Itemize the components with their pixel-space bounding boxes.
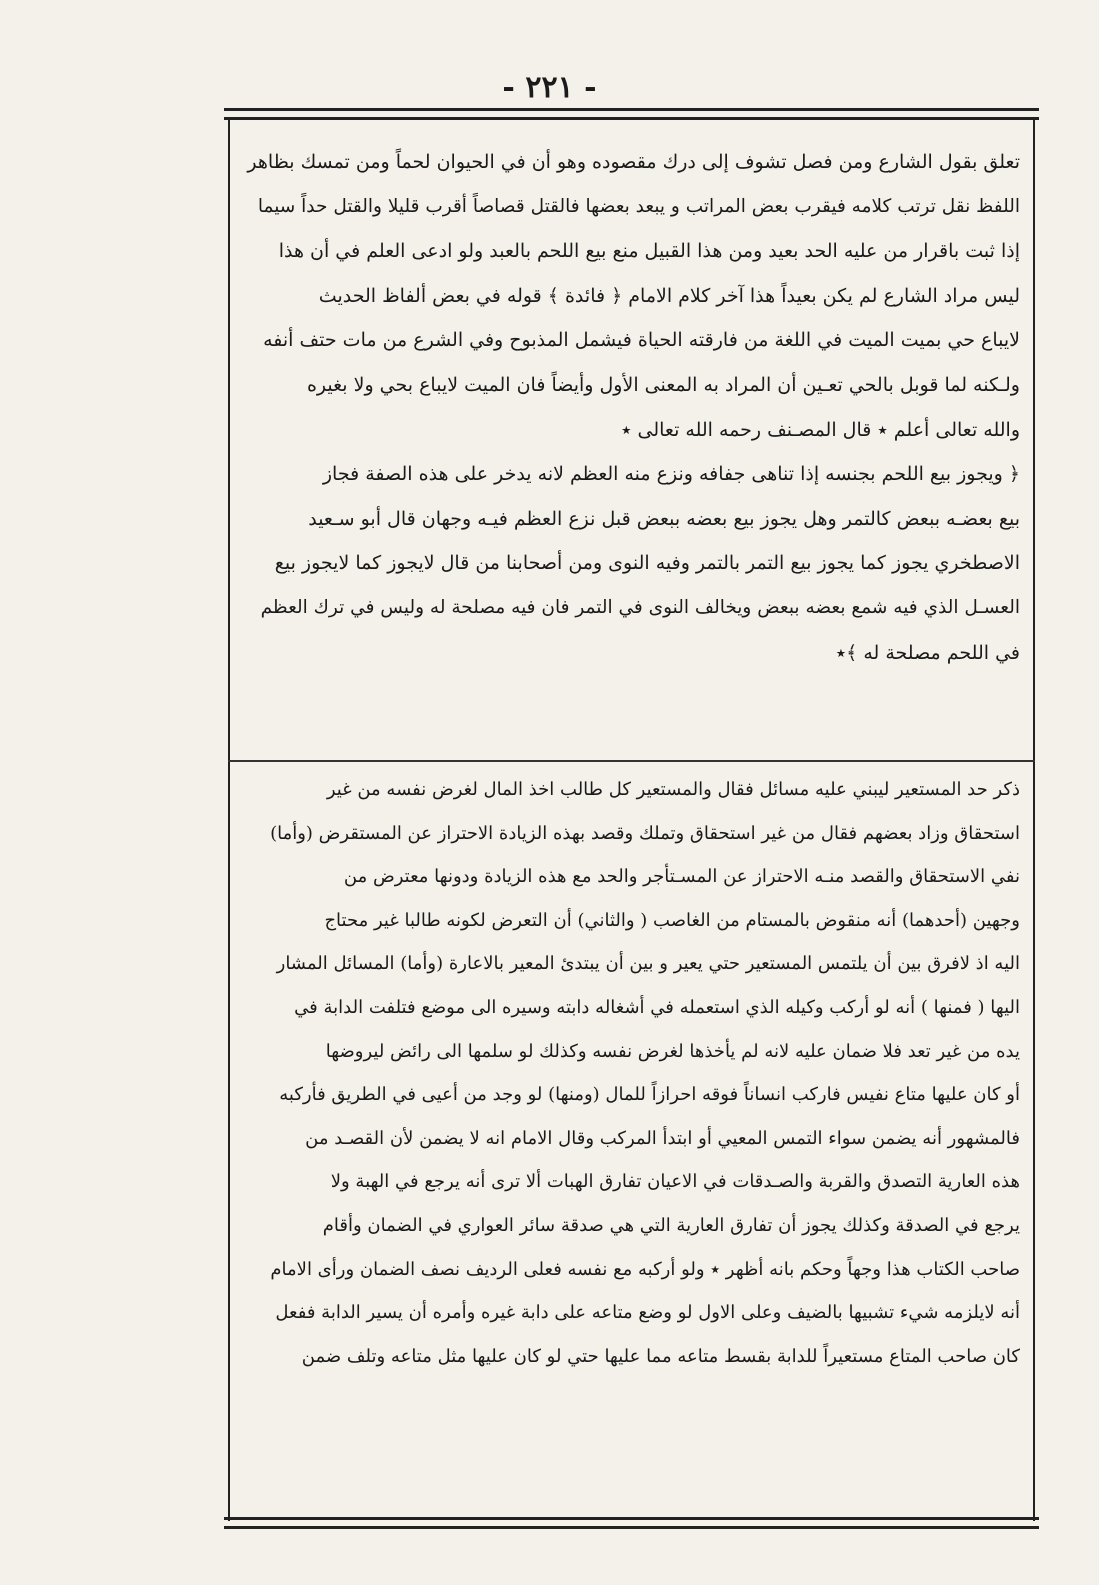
text-line: اللفظ نقل ترتب كلامه فيقرب بعض المراتب و يبعد بعضها فالقتل قصاصاً أقرب قليلا والقتل حداً سيما: [257, 195, 1020, 217]
text-line: اليه اذ لافرق بين أن يلتمس المستعير حتي يعير و بين أن يبتدئ المعير بالاعارة (وأما) المسائل المشار: [276, 953, 1020, 975]
text-line: في اللحم مصلحة له ﴾٭: [835, 641, 1020, 664]
text-line: والله تعالى أعلم ٭ قال المصـنف رحمه الله تعالى ٭: [621, 418, 1020, 441]
text-line: تعلق بقول الشارع ومن فصل تشوف إلى درك مقصوده وهو أن في الحيوان لحماً ومن تمسك بظاهر: [247, 151, 1020, 173]
text-line: نفي الاستحقاق والقصد منـه الاحتراز عن المسـتأجر والحد مع هذه الزيادة ودونها معترض من: [343, 866, 1020, 888]
text-line: ليس مراد الشارع لم يكن بعيداً هذا آخر كلام الامام ﴿ فائدة ﴾ قوله في بعض ألفاظ الحديث: [318, 284, 1020, 307]
text-line: كان صاحب المتاع مستعيراً للدابة بقسط متاعه مما عليها حتي لو كان عليها مثل متاعه وتلف ضمن: [301, 1345, 1020, 1367]
page-number: - ٢٢١ -: [502, 70, 597, 105]
text-line: استحقاق وزاد بعضهم فقال من غير استحقاق وتملك وقصد بهذه الزيادة الاحتراز عن المستقرض (وأما): [270, 822, 1020, 844]
section-divider: [228, 760, 1035, 762]
text-line: فالمشهور أنه يضمن سواء التمس المعيي أو ابتدأ المركب وقال الامام انه لا يضمن لأن القصـد من: [305, 1127, 1020, 1149]
text-line: بيع بعضـه ببعض كالتمر وهل يجوز بيع بعضه ببعض قبل نزع العظم فيـه وجهان قال أبو سـعيد: [308, 507, 1020, 530]
text-line: صاحب الكتاب هذا وجهاً وحكم بانه أظهر ٭ ولو أركبه مع نفسه فعلى الرديف نصف الضمان ورأى الامام: [270, 1258, 1020, 1280]
text-line: ﴿ ويجوز بيع اللحم بجنسه إذا تناهى جفافه ونزع منه العظم لانه يدخر على هذه الصفة فجاز: [322, 463, 1020, 486]
text-line: ولـكنه لما قوبل بالحي تعـين أن المراد به المعنى الأول وأيضاً فان الميت لايباع بحي ولا بغيره: [306, 373, 1020, 396]
text-line: العسـل الذي فيه شمع بعضه ببعض ويخالف النوى في التمر فان فيه مصلحة له وليس في ترك العظم: [260, 596, 1020, 618]
commentary-text: [242, 768, 1020, 1378]
text-line: ذكر حد المستعير ليبني عليه مسائل فقال والمستعير كل طالب اخذ المال لغرض نفسه من غير: [326, 779, 1020, 800]
text-line: إذا ثبت باقرار من عليه الحد بعيد ومن هذا القبيل منع بيع اللحم بالعبد ولو ادعى العلم في أن هذا: [278, 240, 1020, 263]
text-line: لايباع حي بميت الميت في اللغة من فارقته الحياة فيشمل المذبوح وفي الشرع من مات حتف أنفه: [263, 329, 1020, 352]
text-line: يرجع في الصدقة وكذلك يجوز أن تفارق العارية التي هي صدقة سائر العواري في الضمان وأقام: [322, 1214, 1020, 1236]
text-line: وجهين (أحدهما) أنه منقوض بالمستام من الغاصب ( والثاني) أن التعرض لكونه طالبا غير محتاج: [324, 909, 1020, 931]
text-line: الاصطخري يجوز كما يجوز بيع التمر بالتمر وفيه النوى ومن أصحابنا من قال لايجوز كما لايجوز بيع: [274, 552, 1020, 575]
bottom-rule: [224, 1517, 1039, 1529]
text-line: اليها ( فمنها ) أنه لو أركب وكيله الذي استعمله في أشغاله دابته وسيره الى موضع فتلفت الدابة في: [294, 996, 1020, 1018]
text-line: يده من غير تعد فلا ضمان عليه لانه لم يأخذها لغرض نفسه وكذلك لو سلمها الى رائض ليروضها: [325, 1040, 1020, 1062]
main-text: [242, 140, 1020, 675]
text-line: أو كان عليها متاع نفيس فاركب انساناً فوقه احرازاً للمال (ومنها) لو وجد من أعيى في الطريق فأركبه: [279, 1084, 1020, 1106]
text-line: أنه لايلزمه شيء تشبيها بالضيف وعلى الاول لو وضع متاعه على دابة غيره وأمره أن يسير الدابة ففعل: [275, 1302, 1020, 1324]
text-line: هذه العارية التصدق والقربة والصـدقات في الاعيان تفارق الهبات ألا ترى أنه يرجع في الهبة ولا: [330, 1171, 1020, 1193]
